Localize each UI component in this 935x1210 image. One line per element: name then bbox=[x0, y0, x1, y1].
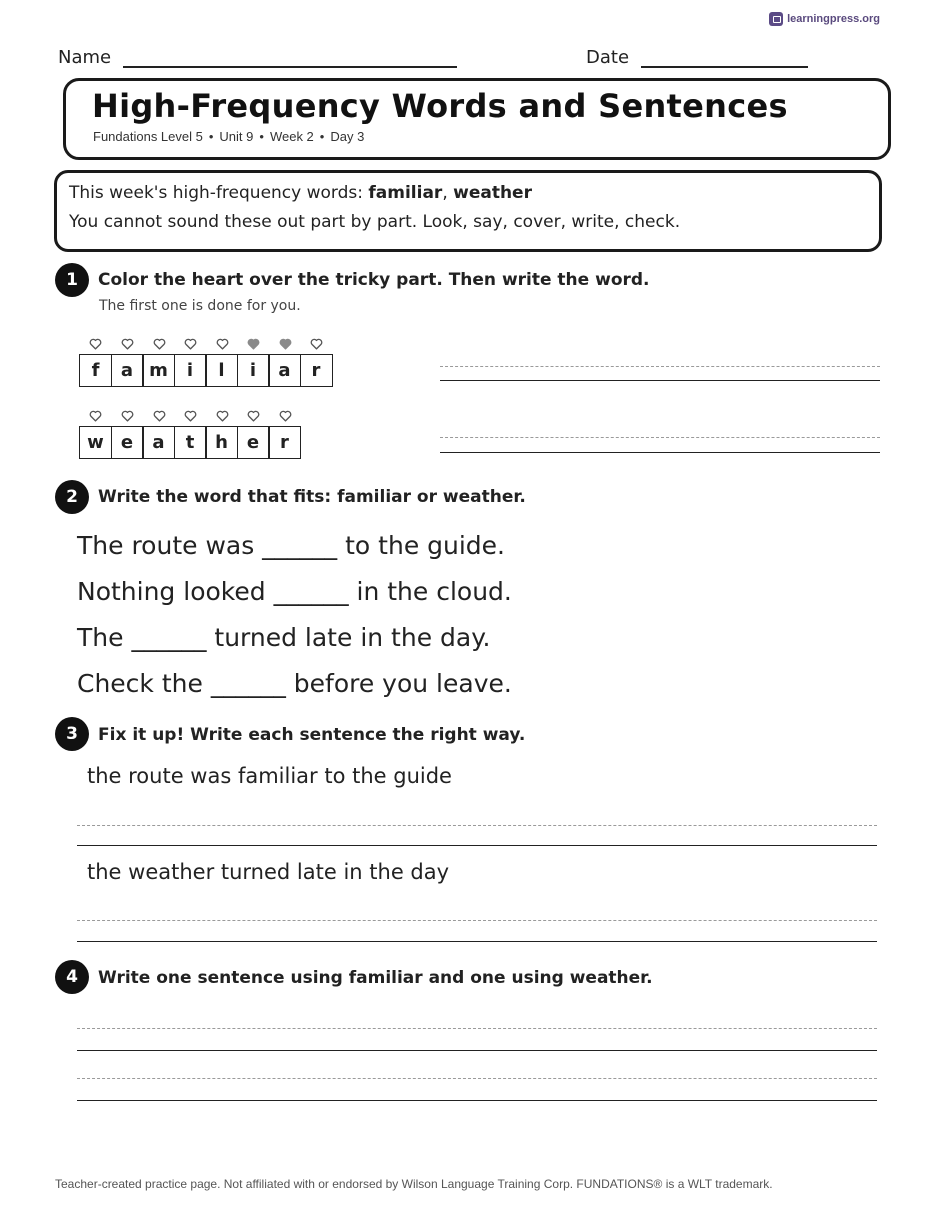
fix-sentence: the weather turned late in the day bbox=[87, 860, 450, 884]
section-2-number: 2 bbox=[55, 480, 89, 514]
letter-box: i bbox=[237, 354, 270, 387]
heart-icon[interactable] bbox=[144, 408, 176, 424]
heart-row bbox=[79, 408, 301, 424]
letter-box-row bbox=[79, 426, 301, 459]
letter-box: h bbox=[205, 426, 238, 459]
write-guide-line bbox=[77, 1078, 877, 1079]
section-1-instruction: Color the heart over the tricky part. Then write the word. bbox=[98, 270, 650, 290]
section-2-instruction: Write the word that fits: familiar or weather. bbox=[98, 487, 526, 507]
write-guide-line bbox=[77, 825, 877, 826]
date-field bbox=[586, 47, 808, 68]
date-label: Date bbox=[586, 47, 630, 68]
info-comma: , bbox=[442, 183, 454, 203]
date-blank bbox=[641, 48, 808, 68]
write-guide-line bbox=[440, 366, 880, 367]
write-guide-line bbox=[77, 1028, 877, 1029]
heart-icon[interactable] bbox=[238, 336, 270, 352]
page-title: High-Frequency Words and Sentences bbox=[92, 87, 788, 125]
section-4-number: 4 bbox=[55, 960, 89, 994]
write-line[interactable] bbox=[77, 1100, 877, 1101]
meta-separator: • bbox=[259, 129, 264, 144]
heart-icon[interactable] bbox=[207, 336, 239, 352]
brand-logo bbox=[769, 12, 880, 26]
heart-icon[interactable] bbox=[270, 336, 302, 352]
info-word-familiar: familiar bbox=[368, 183, 443, 203]
section-3-instruction: Fix it up! Write each sentence the right way. bbox=[98, 725, 526, 745]
info-words-line bbox=[69, 183, 532, 203]
letter-box: e bbox=[237, 426, 270, 459]
letter-box: e bbox=[111, 426, 144, 459]
fill-sentence: Nothing looked ______ in the cloud. bbox=[77, 577, 512, 606]
letter-box: m bbox=[142, 354, 175, 387]
letter-box: i bbox=[174, 354, 207, 387]
fill-sentence: The ______ turned late in the day. bbox=[77, 623, 491, 652]
heart-icon[interactable] bbox=[270, 408, 302, 424]
word-2-block bbox=[79, 408, 301, 459]
letter-box: a bbox=[111, 354, 144, 387]
heart-icon[interactable] bbox=[207, 408, 239, 424]
section-1-hint: The first one is done for you. bbox=[99, 298, 301, 314]
meta-separator: • bbox=[208, 129, 214, 144]
fill-sentence: Check the ______ before you leave. bbox=[77, 669, 512, 698]
heart-icon[interactable] bbox=[175, 408, 207, 424]
section-1-number: 1 bbox=[55, 263, 89, 297]
fill-sentence: The route was ______ to the guide. bbox=[77, 531, 506, 560]
letter-box: a bbox=[268, 354, 301, 387]
letter-box: a bbox=[142, 426, 175, 459]
heart-icon[interactable] bbox=[112, 336, 144, 352]
heart-icon[interactable] bbox=[301, 336, 333, 352]
info-word-weather: weather bbox=[453, 183, 532, 203]
brand-name: learningpress.org bbox=[787, 13, 880, 25]
heart-icon[interactable] bbox=[79, 408, 112, 424]
meta-separator: • bbox=[319, 129, 325, 144]
write-line[interactable] bbox=[77, 941, 877, 942]
letter-box: w bbox=[79, 426, 112, 459]
heart-icon[interactable] bbox=[112, 408, 144, 424]
write-line[interactable] bbox=[77, 1050, 877, 1051]
letter-box: l bbox=[205, 354, 238, 387]
write-line[interactable] bbox=[440, 452, 880, 453]
write-guide-line bbox=[440, 437, 880, 438]
letter-box: r bbox=[268, 426, 301, 459]
info-words-prefix: This week's high-frequency words: bbox=[69, 183, 369, 203]
letter-box-row bbox=[79, 354, 333, 387]
meta-day: Day 3 bbox=[330, 129, 365, 144]
write-line[interactable] bbox=[440, 380, 880, 381]
letter-box: t bbox=[174, 426, 207, 459]
heart-row bbox=[79, 336, 333, 352]
learning-press-icon bbox=[769, 12, 783, 26]
meta-level: Fundations Level 5 bbox=[93, 129, 203, 144]
heart-icon[interactable] bbox=[79, 336, 112, 352]
write-line[interactable] bbox=[77, 845, 877, 846]
name-blank bbox=[123, 48, 457, 68]
section-3-number: 3 bbox=[55, 717, 89, 751]
meta-unit: Unit 9 bbox=[219, 129, 254, 144]
name-field bbox=[58, 47, 457, 68]
name-label: Name bbox=[58, 47, 112, 68]
section-4-instruction: Write one sentence using familiar and one using weather. bbox=[98, 968, 653, 988]
heart-icon[interactable] bbox=[144, 336, 176, 352]
heart-icon[interactable] bbox=[238, 408, 270, 424]
letter-box: f bbox=[79, 354, 112, 387]
word-1-block bbox=[79, 336, 333, 387]
write-guide-line bbox=[77, 920, 877, 921]
letter-box: r bbox=[300, 354, 333, 387]
fix-sentence: the route was familiar to the guide bbox=[87, 764, 452, 788]
footer-disclaimer: Teacher-created practice page. Not affiliated with or endorsed by Wilson Language Training Corp. FUNDATIONS® is a WLT trademark. bbox=[55, 1177, 773, 1191]
page-subtitle bbox=[93, 129, 364, 144]
meta-week: Week 2 bbox=[269, 129, 314, 144]
heart-icon[interactable] bbox=[175, 336, 207, 352]
info-instruction: You cannot sound these out part by part. Look, say, cover, write, check. bbox=[69, 212, 681, 232]
